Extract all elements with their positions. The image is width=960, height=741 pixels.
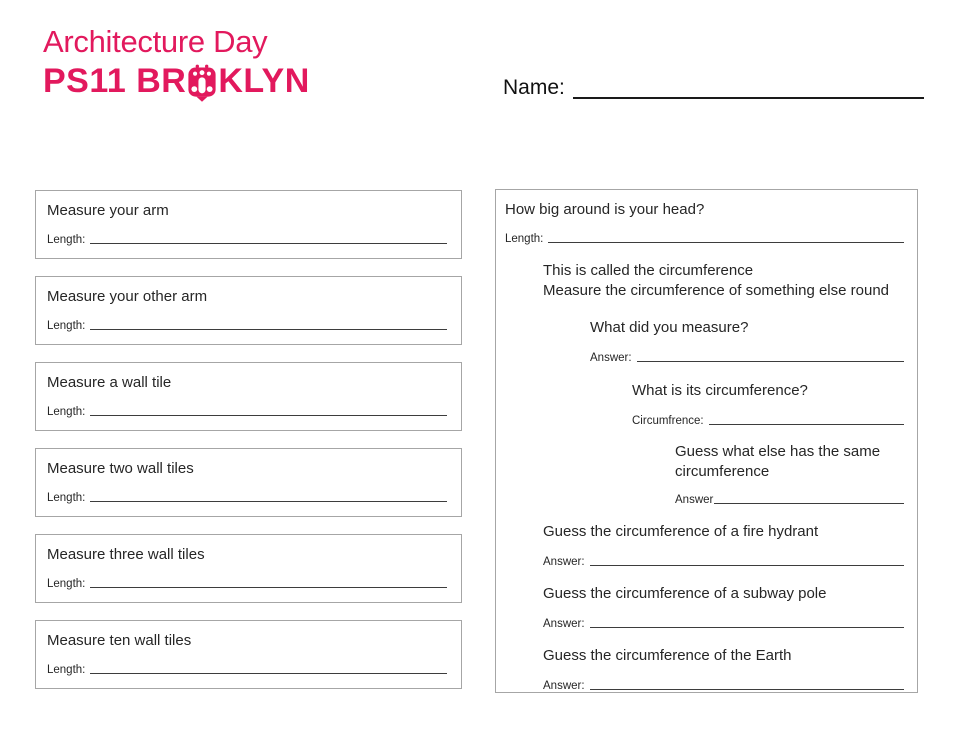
length-row xyxy=(505,233,906,245)
brand-subtitle-prefix: PS11 BR xyxy=(43,62,187,100)
measure-box-two-tiles xyxy=(35,448,462,517)
answer-row xyxy=(590,352,906,364)
box-title: Measure a wall tile xyxy=(47,374,172,391)
brand-title: Architecture Day xyxy=(43,24,268,59)
answer-label: Answer: xyxy=(590,352,632,364)
box-title: Measure two wall tiles xyxy=(47,460,194,477)
answer-label: Answer: xyxy=(543,556,585,568)
length-row xyxy=(47,406,449,418)
measure-box-arm xyxy=(35,190,462,259)
length-row xyxy=(47,664,449,676)
length-blank-line xyxy=(90,321,447,330)
length-label: Length: xyxy=(47,406,86,418)
answer-label: Answer: xyxy=(543,618,585,630)
question-text: What did you measure? xyxy=(590,319,749,336)
box-title: Measure three wall tiles xyxy=(47,546,205,563)
length-blank-line xyxy=(90,407,447,416)
brand-subtitle xyxy=(43,61,310,101)
length-label: Length: xyxy=(47,664,86,676)
name-blank-line xyxy=(573,77,924,99)
length-row xyxy=(47,234,449,246)
answer-row xyxy=(632,415,906,427)
length-row xyxy=(47,492,449,504)
left-column xyxy=(35,190,462,689)
length-label: Length: xyxy=(47,234,86,246)
length-blank-line xyxy=(90,579,447,588)
answer-label: Answer: xyxy=(543,680,585,692)
question-text: What is its circumference? xyxy=(632,382,808,399)
brand-logo xyxy=(43,26,310,101)
answer-row xyxy=(543,556,906,568)
statement-text: Measure the circumference of something else round xyxy=(543,282,890,299)
circumference-label: Circumfrence: xyxy=(632,415,704,427)
circumference-box xyxy=(495,189,918,693)
measure-box-three-tiles xyxy=(35,534,462,603)
measure-box-other-arm xyxy=(35,276,462,345)
statement-text: This is called the circumference xyxy=(543,262,754,279)
measure-box-ten-tiles xyxy=(35,620,462,689)
brand-subtitle-suffix: KLYN xyxy=(218,62,310,100)
answer-blank-line xyxy=(590,557,904,566)
length-blank-line xyxy=(90,665,447,674)
answer-blank-line xyxy=(590,681,904,690)
box-title: Measure ten wall tiles xyxy=(47,632,192,649)
box-title: How big around is your head? xyxy=(505,201,705,218)
answer-row xyxy=(543,618,906,630)
length-label: Length: xyxy=(47,320,86,332)
answer-blank-line xyxy=(709,416,904,425)
length-row xyxy=(47,578,449,590)
answer-blank-line xyxy=(590,619,904,628)
name-label: Name: xyxy=(503,76,565,99)
measure-box-wall-tile xyxy=(35,362,462,431)
length-blank-line xyxy=(90,493,447,502)
box-title: Measure your other arm xyxy=(47,288,208,305)
answer-row xyxy=(543,680,906,692)
length-label: Length: xyxy=(47,492,86,504)
length-label: Length: xyxy=(47,578,86,590)
answer-row xyxy=(675,494,906,506)
length-blank-line xyxy=(548,234,904,243)
box-title: Measure your arm xyxy=(47,202,169,219)
subway-train-icon xyxy=(187,63,217,103)
length-label: Length: xyxy=(505,233,544,245)
right-column xyxy=(495,189,918,693)
question-text: Guess the circumference of a fire hydrant xyxy=(543,523,819,540)
question-text: Guess what else has the same circumference xyxy=(675,443,881,480)
question-text: Guess the circumference of a subway pole xyxy=(543,585,827,602)
answer-label: Answer xyxy=(675,494,714,506)
question-text: Guess the circumference of the Earth xyxy=(543,647,792,664)
name-field xyxy=(503,76,924,100)
answer-blank-line xyxy=(637,353,904,362)
length-blank-line xyxy=(90,235,447,244)
answer-blank-line xyxy=(714,495,904,504)
length-row xyxy=(47,320,449,332)
